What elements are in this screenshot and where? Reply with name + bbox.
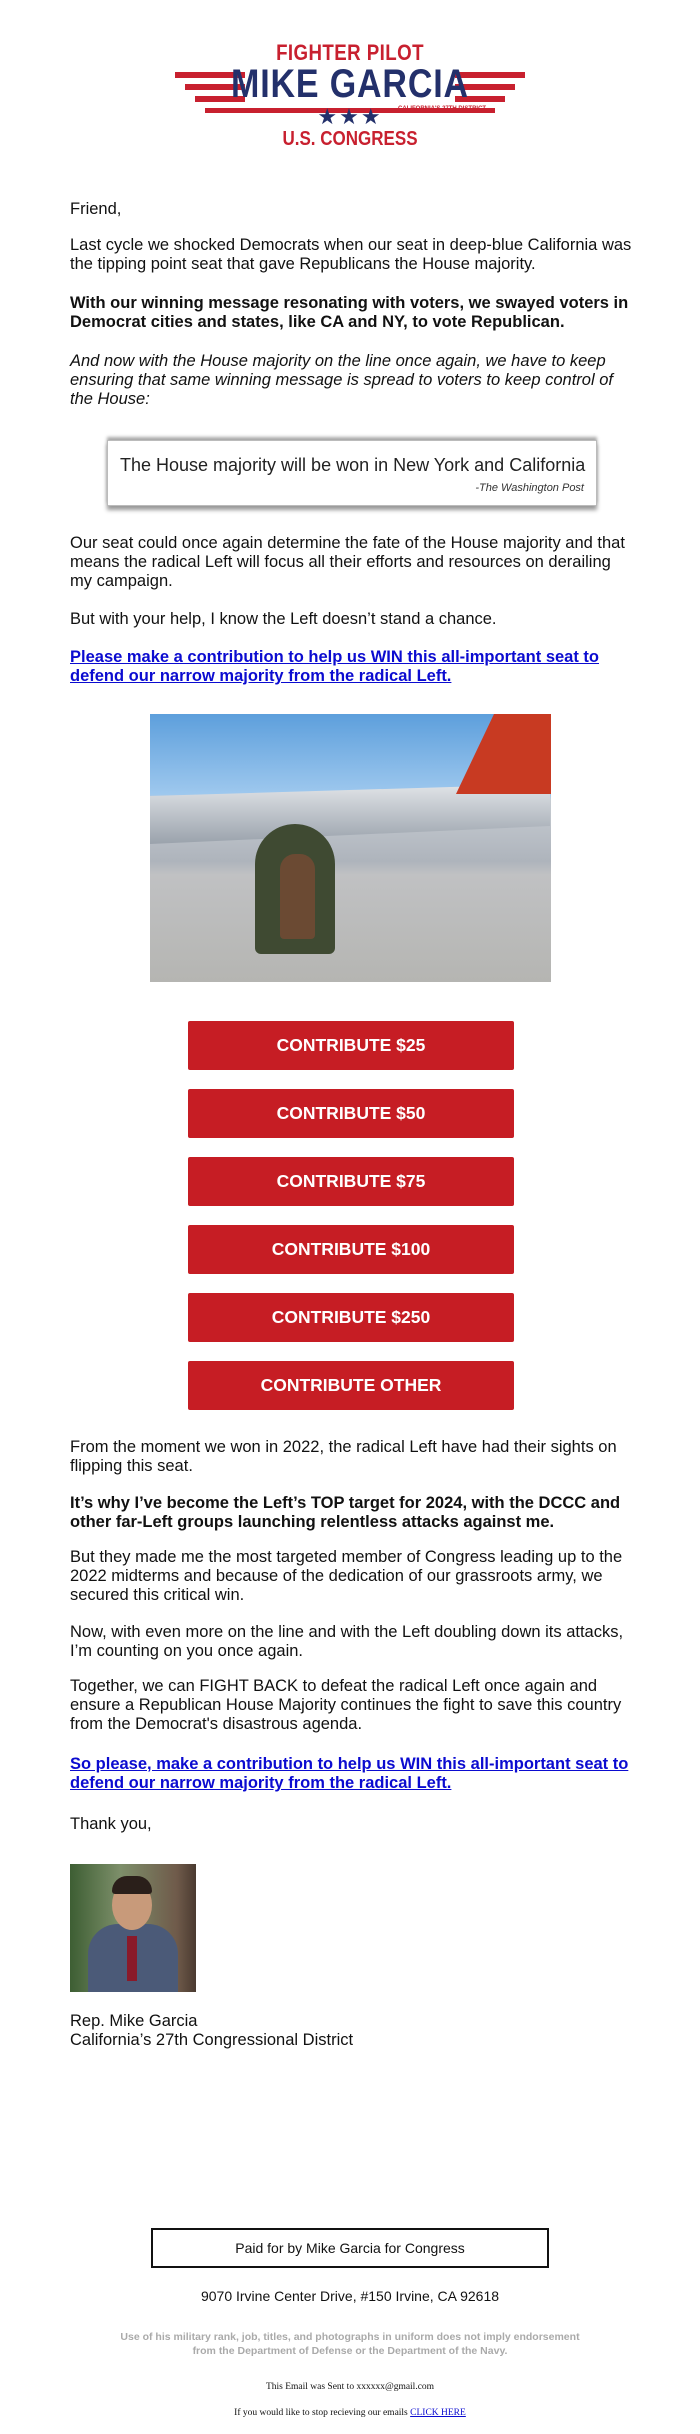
quote-source: -The Washington Post xyxy=(475,482,584,494)
address: 9070 Irvine Center Drive, #150 Irvine, CA 92618 xyxy=(200,2288,500,2304)
jet-tail xyxy=(456,714,551,794)
sent-to: This Email was Sent to xxxxxx@gmail.com xyxy=(265,2382,435,2392)
logo-district: CALIFORNIA'S 27TH DISTRICT xyxy=(398,106,487,112)
logo-line2: MIKE GARCIA xyxy=(231,62,469,106)
contribute-link[interactable]: Please make a contribution to help us WIN this all-important seat to defend our narrow majority from the radical Left. xyxy=(70,648,599,685)
contribute-100-button[interactable]: CONTRIBUTE $100 xyxy=(188,1225,514,1274)
contribute-250-button[interactable]: CONTRIBUTE $250 xyxy=(188,1293,514,1342)
stars-icon: ★★★ xyxy=(317,104,383,129)
portrait-hair xyxy=(112,1876,152,1894)
unsubscribe-text: If you would like to stop recieving our emails xyxy=(234,2408,408,2418)
paragraph: Now, with even more on the line and with the Left doubling down its attacks, I’m counting on you once again. xyxy=(70,1623,624,1660)
child-figure xyxy=(280,854,315,939)
paragraph: Together, we can FIGHT BACK to defeat the radical Left once again and ensure a Republican House Majority continues the fight to save this country from the Democrat's disastrous agenda. xyxy=(70,1677,622,1733)
paragraph: Last cycle we shocked Democrats when our seat in deep-blue California was the tipping point seat that gave Republicans the House majority. xyxy=(70,236,632,273)
contribute-other-button[interactable]: CONTRIBUTE OTHER xyxy=(188,1361,514,1410)
contribute-25-button[interactable]: CONTRIBUTE $25 xyxy=(188,1021,514,1070)
quote-image xyxy=(107,440,597,506)
unsubscribe-line xyxy=(0,2408,700,2418)
contribute-link[interactable]: So please, make a contribution to help us WIN this all-important seat to defend our narrow majority from the radical Left. xyxy=(70,1755,629,1792)
paragraph: Our seat could once again determine the fate of the House majority and that means the radical Left will focus all their efforts and resources on derailing my campaign. xyxy=(70,534,625,590)
campaign-logo xyxy=(170,40,530,155)
contribute-link-wrapper xyxy=(70,648,635,686)
portrait-tie xyxy=(127,1936,137,1981)
logo-line3: U.S. CONGRESS xyxy=(282,128,418,150)
closing: Thank you, xyxy=(70,1815,152,1833)
paragraph-bold: With our winning message resonating with voters, we swayed voters in Democrat cities and states, like CA and NY, to vote Republican. xyxy=(70,294,629,331)
paragraph: From the moment we won in 2022, the radical Left have had their sights on flipping this seat. xyxy=(70,1438,617,1475)
contribute-75-button[interactable]: CONTRIBUTE $75 xyxy=(188,1157,514,1206)
contribute-50-button[interactable]: CONTRIBUTE $50 xyxy=(188,1089,514,1138)
contribute-link-wrapper xyxy=(70,1755,635,1793)
paid-for-box: Paid for by Mike Garcia for Congress xyxy=(151,2228,549,2268)
disclaimer: Use of his military rank, job, titles, and photographs in uniform does not imply endorsement from the Department of Defense or the Department of the Navy. xyxy=(120,2331,580,2357)
greeting: Friend, xyxy=(70,200,122,218)
signature-name: Rep. Mike Garcia xyxy=(70,2012,198,2030)
fighter-jet-photo xyxy=(150,714,551,982)
quote-text: The House majority will be won in New York and California xyxy=(120,455,586,475)
paragraph: But with your help, I know the Left doesn’t stand a chance. xyxy=(70,610,497,628)
candidate-portrait xyxy=(70,1864,196,1992)
paragraph: But they made me the most targeted member of Congress leading up to the 2022 midterms and because of the dedication of our grassroots army, we secured this critical win. xyxy=(70,1548,623,1604)
paragraph-bold: It’s why I’ve become the Left’s TOP target for 2024, with the DCCC and other far-Left groups launching relentless attacks against me. xyxy=(70,1494,621,1531)
unsubscribe-link[interactable]: CLICK HERE xyxy=(410,2408,466,2418)
paragraph-italic: And now with the House majority on the line once again, we have to keep ensuring that same winning message is spread to voters to keep control of the House: xyxy=(70,352,613,408)
logo-line1: FIGHTER PILOT xyxy=(276,40,424,65)
signature-title: California’s 27th Congressional District xyxy=(70,2031,354,2049)
